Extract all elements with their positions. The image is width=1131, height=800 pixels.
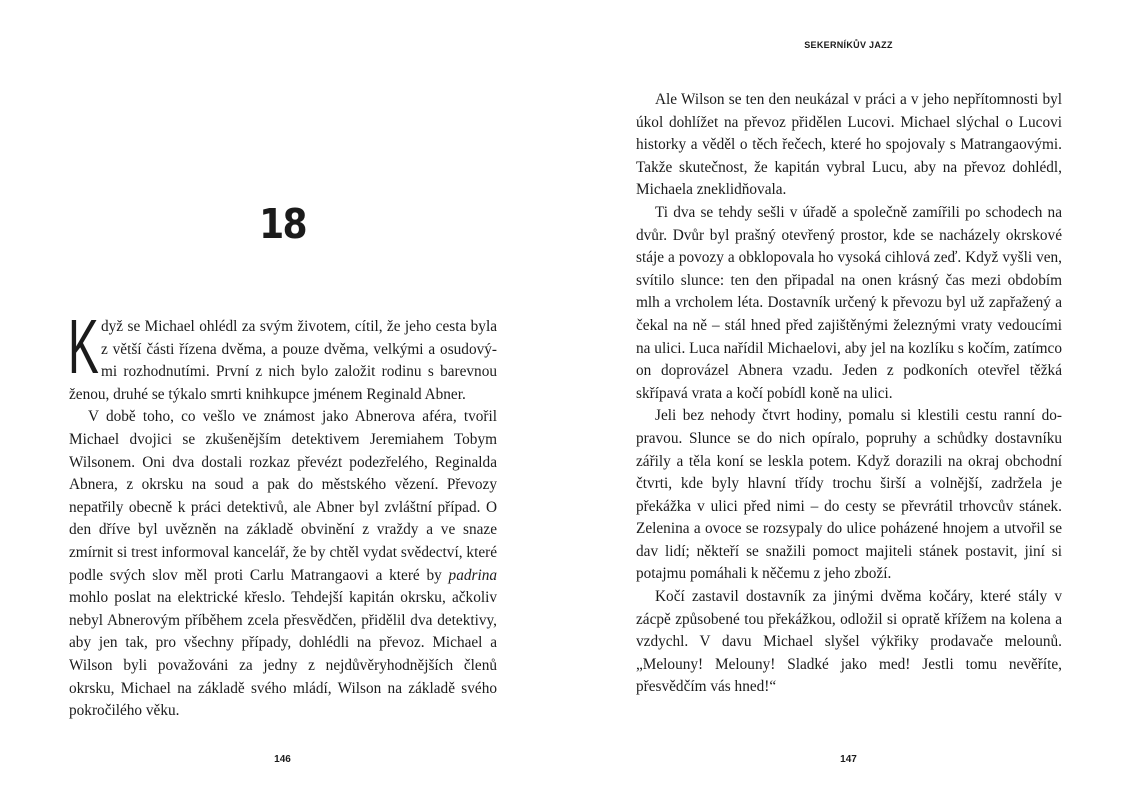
italic-word: padrina	[448, 566, 497, 584]
paragraph	[68, 304, 497, 406]
paragraph: Jeli bez nehody čtvrt hodiny, pomalu si klestili cestu ranní dopravou. Slunce se do nich opíralo, popruhy a schůdky dostavníku zářily a těla koní se leskla potem. Když dorazili na okraj obchodní čtvrti, kde byly hlavní třídy trochu širší a volnější, zadržela je překážka v ulici před nimi – do cesty se převrátil trhovcův stánek. Zelenina a ovoce se rozsypaly do ulice poházené hnojem a utvořil se dav lidí; někteří se snažili pomoct majiteli stánek postavit, jiní si potajmu pomáhali k něčemu z jeho zboží.	[636, 407, 1062, 583]
paragraph: Ti dva se tehdy sešli v úřadě a společně zamířili po schodech na dvůr. Dvůr byl prašný otevřený prostor, kde se nacházely okrskové stáje a povozy a obklopovala ho vysoká cihlová zeď. Když vyšli ven, svítilo slunce: ten den připadal na onen krásný čas mezi obdobím mlh a vrcholem léta. Dostavník určený k převozu byl už zapřažený a čekal na ně – stál hned před zajištěnými železnými vraty vedoucími na ulici. Luca nařídil Michaelovi, aby jel na kozlíku s kočím, zatímco on doprovázel Abnera vzadu. Jeden z podkoních otevřel těžká skřípavá vrata a kočí pobídl koně na ulici.	[636, 203, 1062, 402]
left-page	[0, 0, 565, 800]
paragraph-text: dyž se Michael ohlédl za svým životem, cítil, že jeho cesta byla z větší části řízena dvěma, a pouze dvěma, velkými a osudovými rozhodnutími. První z nich bylo založit rodinu s barevnou ženou, druhé se týkalo smrti knihkupce jménem Reginald Abner.	[69, 318, 497, 403]
drop-cap: K	[68, 304, 99, 390]
right-body-text	[636, 89, 1062, 699]
paragraph: Ale Wilson se ten den neukázal v práci a v jeho nepřítomnosti byl úkol dohlížet na převoz přidělen Lucovi. Michael slýchal o Lucovi historky a věděl o těch řečech, které ho spojovaly s Matrangaovými. Takže skutečnost, že kapitán vybral Lucu, aby na převoz dohlédl, Michaela zneklidňovala.	[636, 91, 1062, 199]
running-head: SEKERNÍKŮV JAZZ	[804, 40, 893, 50]
page-number-left: 146	[274, 754, 291, 765]
chapter-number: 18	[259, 200, 306, 248]
left-body-text	[68, 304, 497, 723]
paragraph: Kočí zastavil dostavník za jinými dvěma kočáry, které stály v zácpě způsobené tou překážkou, odložil si opratě křížem na kolena a vzdychl. V davu Michael slyšel výkřiky prodavače melounů. „Melouny! Melouny! Sladké jako med! Jestli tomu nevěříte, přesvědčím vás hned!“	[636, 588, 1062, 696]
paragraph: V době toho, co vešlo ve známost jako Abnerova aféra, tvořil Michael dvojici se zkušenějším detektivem Jeremiahem Tobym Wilsonem. Oni dva dostali rozkaz převézt podezřelého, Reginalda Abnera, z okrsku na soud a pak do městského vězení. Převozy nepatřily obecně k práci detektivů, ale Abner byl zvláštní případ. O den dříve byl uvězněn na základě obvinění z vraždy a ve snaze zmírnit si trest informoval kancelář, že by chtěl vydat svědectví, které podle svých slov měl proti Carlu Matrangaovi a které by padrina mohlo poslat na elektrické křeslo. Tehdejší kapitán okrsku, ačkoliv nebyl Abnerovým příběhem zcela přesvědčen, přidělil dva detektivy, aby jen tak, pro všechny případy, dohlédli na převoz. Michael a Wilson byli považováni za jedny z nejdůvěryhodnějších členů okrsku, Michael na základě svého mládí, Wilson na základě svého pokročilého věku.	[69, 408, 497, 720]
right-page	[566, 0, 1131, 800]
page-number-right: 147	[840, 754, 857, 765]
